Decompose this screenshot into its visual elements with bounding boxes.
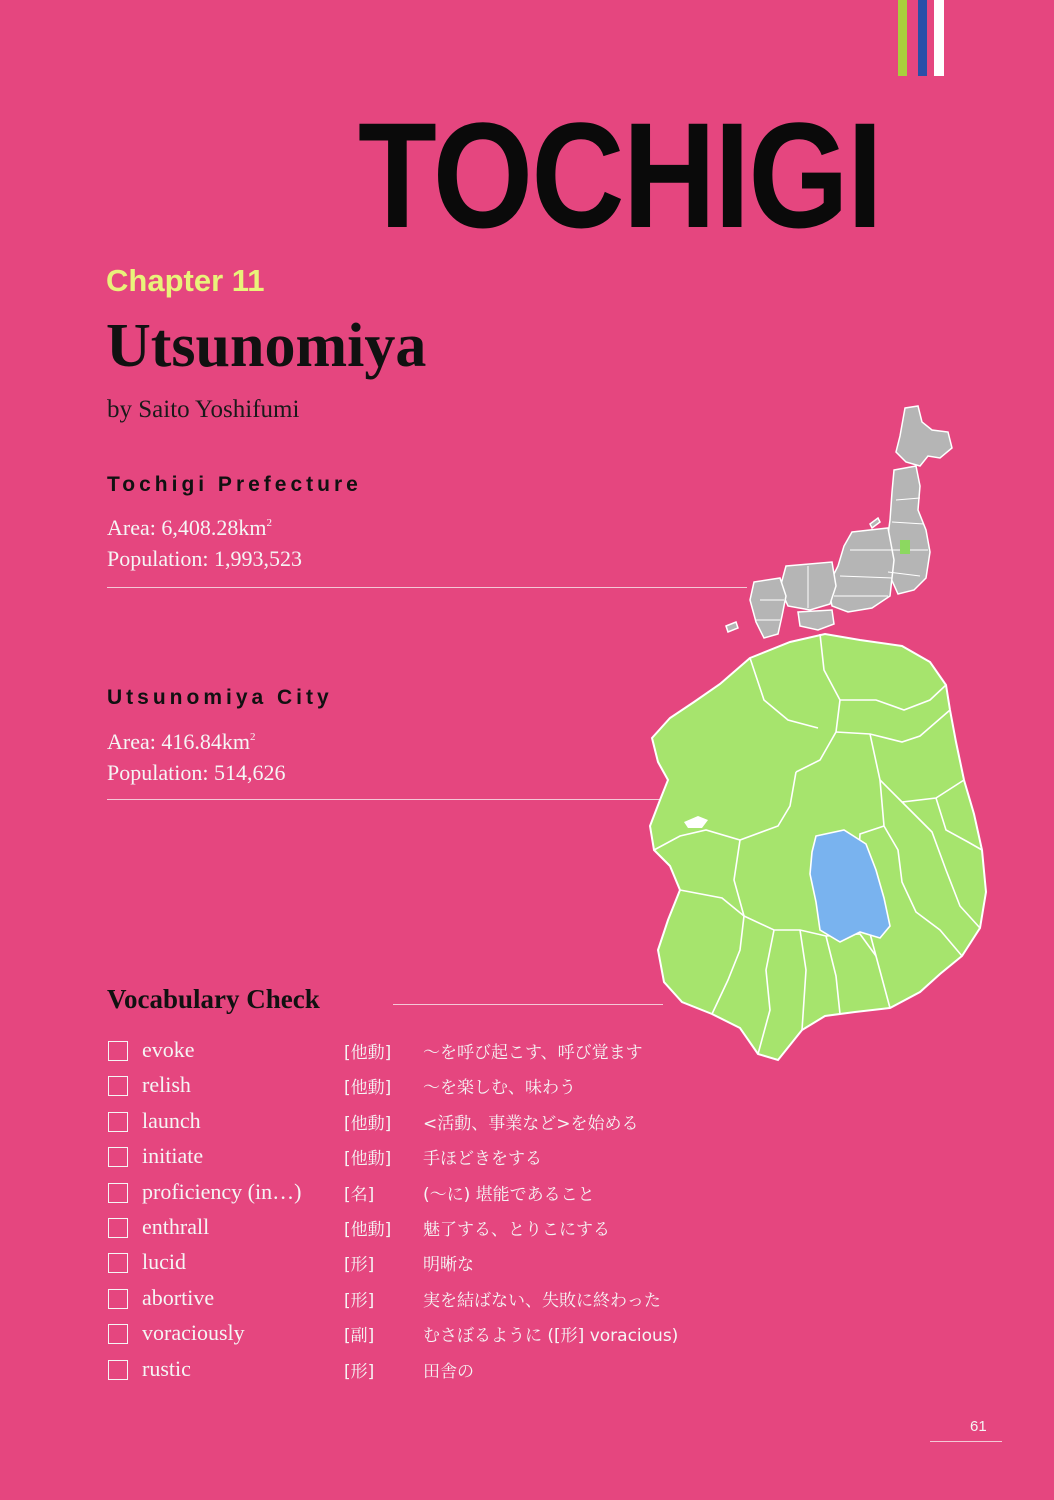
vocab-checkbox[interactable]: [108, 1253, 128, 1273]
prefecture-population: Population: 1,993,523: [107, 546, 302, 571]
vocab-part-of-speech: [形]: [344, 1290, 375, 1311]
vocab-checkbox[interactable]: [108, 1076, 128, 1096]
vocabulary-heading: Vocabulary Check: [107, 984, 320, 1014]
vocab-part-of-speech: [他動]: [344, 1043, 392, 1063]
vocab-item: [108, 1283, 748, 1318]
vocab-part-of-speech: [他動]: [344, 1219, 392, 1240]
vocab-word: proficiency (in…): [142, 1178, 302, 1204]
city-area: [107, 719, 255, 760]
prefecture-title: TOCHIGI: [358, 91, 882, 259]
vocab-item: [108, 1247, 748, 1282]
vocab-word: initiate: [142, 1143, 204, 1169]
vocab-item: [108, 1177, 748, 1212]
vocab-checkbox[interactable]: [108, 1112, 128, 1132]
divider: [107, 799, 662, 800]
prefecture-heading: Tochigi Prefecture: [107, 473, 362, 496]
chapter-label: Chapter 11: [106, 263, 265, 298]
vocabulary-list: [108, 1035, 748, 1389]
city-heading: Utsunomiya City: [107, 686, 333, 709]
vocab-definition: 〜を呼び起こす、呼び覚ます: [423, 1043, 643, 1063]
honshu-central-shape: [828, 528, 894, 612]
stripe-blue: [918, 0, 927, 76]
vocab-definition: 明晰な: [423, 1255, 474, 1276]
vocab-checkbox[interactable]: [108, 1360, 128, 1380]
vocab-word: voraciously: [142, 1320, 245, 1346]
byline: by Saito Yoshifumi: [107, 396, 300, 423]
vocab-checkbox[interactable]: [108, 1289, 128, 1309]
vocab-part-of-speech: [他動]: [344, 1078, 392, 1099]
vocab-item: [108, 1354, 748, 1389]
vocab-item: [108, 1212, 748, 1247]
vocab-definition: 〜を楽しむ、味わう: [423, 1078, 576, 1099]
vocab-item: [108, 1141, 748, 1176]
island-shape: [870, 518, 880, 528]
vocab-item: [108, 1035, 748, 1070]
color-stripes: [898, 0, 948, 76]
vocab-checkbox[interactable]: [108, 1324, 128, 1344]
hokkaido-shape: [896, 406, 952, 466]
vocab-word: enthrall: [142, 1213, 210, 1239]
prefecture-area-exponent: 2: [266, 517, 272, 529]
page-number-rule: [930, 1441, 1002, 1442]
kyushu-shape: [750, 578, 786, 638]
japan-map: [720, 400, 960, 640]
city-area-exponent: 2: [249, 731, 256, 743]
vocab-part-of-speech: [副]: [344, 1326, 375, 1347]
vocab-item: [108, 1070, 748, 1105]
vocab-definition: (〜に) 堪能であること: [423, 1184, 595, 1205]
page-number: 61: [970, 1418, 987, 1435]
vocabulary-heading-rule: [393, 1004, 663, 1005]
vocab-checkbox[interactable]: [108, 1183, 128, 1203]
prefecture-area: [107, 505, 272, 546]
vocab-word: abortive: [142, 1284, 215, 1310]
japan-prefectures: [726, 406, 952, 638]
vocab-part-of-speech: [他動]: [344, 1149, 392, 1170]
vocab-word: lucid: [142, 1249, 186, 1275]
vocab-definition: <活動、事業など>を始める: [423, 1113, 639, 1134]
vocab-definition: 魅了する、とりこにする: [423, 1219, 610, 1240]
stripe-green: [898, 0, 907, 76]
stripe-white: [934, 0, 944, 76]
vocab-part-of-speech: [形]: [344, 1361, 375, 1382]
prefecture-area-text: Area: 6,408.28km: [107, 515, 267, 540]
vocab-definition: むさぼるように ([形] voracious): [423, 1326, 679, 1347]
vocab-definition: 手ほどきをする: [423, 1149, 542, 1170]
vocab-word: evoke: [142, 1037, 195, 1062]
tochigi-highlight: [900, 540, 910, 554]
vocab-definition: 田舎の: [423, 1361, 474, 1382]
vocab-part-of-speech: [形]: [344, 1255, 375, 1276]
vocab-word: relish: [142, 1072, 191, 1098]
vocab-word: rustic: [142, 1355, 191, 1381]
vocab-checkbox[interactable]: [108, 1041, 128, 1061]
vocab-part-of-speech: [他動]: [344, 1113, 392, 1134]
vocab-part-of-speech: [名]: [344, 1184, 375, 1205]
vocab-item: [108, 1106, 748, 1141]
vocab-checkbox[interactable]: [108, 1218, 128, 1238]
vocab-checkbox[interactable]: [108, 1147, 128, 1167]
vocab-definition: 実を結ばない、失敗に終わった: [423, 1290, 661, 1311]
city-title: Utsunomiya: [106, 312, 427, 380]
city-area-text: Area: 416.84km: [107, 729, 250, 754]
divider: [107, 587, 747, 588]
tochigi-map: [640, 630, 1000, 1070]
city-population: Population: 514,626: [107, 760, 286, 785]
vocab-word: launch: [142, 1107, 201, 1133]
shikoku-shape: [798, 610, 834, 630]
vocab-item: [108, 1318, 748, 1353]
